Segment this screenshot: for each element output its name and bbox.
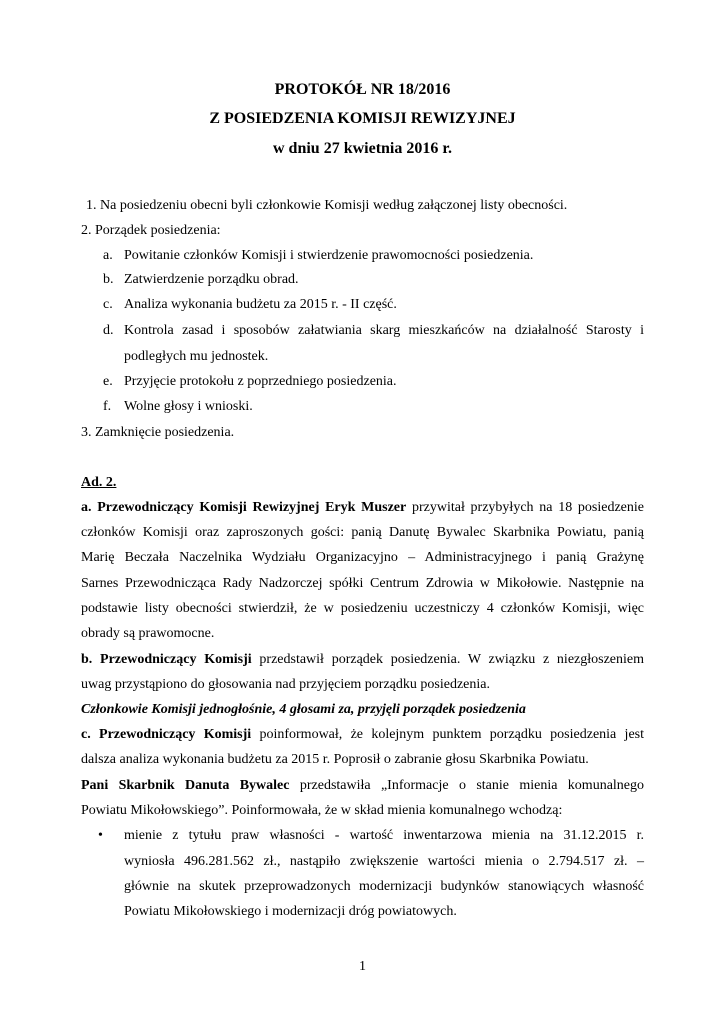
paragraph-b-line	[81, 651, 644, 669]
protocol-date: w dniu 27 kwietnia 2016 r.	[273, 140, 452, 157]
paragraph-d-speaker: Pani Skarbnik Danuta Bywalec	[81, 778, 290, 793]
bullet-line: mienie z tytułu praw własności - wartość inwentarzowa mienia na 31.12.2015 r.	[124, 828, 644, 843]
agenda-sub-text: Wolne głosy i wnioski.	[124, 399, 253, 414]
protocol-title: PROTOKÓŁ NR 18/2016	[274, 81, 451, 98]
agenda-item-3: 3. Zamknięcie posiedzenia.	[81, 425, 235, 440]
agenda-item-1: 1. Na posiedzeniu obecni byli członkowie Komisji według załączonej listy obecności.	[86, 198, 568, 213]
paragraph-c-text: poinformował, że kolejnym punktem porządku posiedzenia jest	[251, 727, 644, 742]
agenda-sub-marker: a.	[103, 248, 113, 263]
paragraph-d-text: przedstawiła „Informacje o stanie mienia komunalnego	[289, 778, 645, 793]
agenda-item-2: 2. Porządek posiedzenia:	[81, 223, 221, 238]
bullet-line: Powiatu Mikołowskiego i modernizacji dróg powiatowych.	[124, 904, 457, 919]
section-heading-ad2: Ad. 2.	[81, 475, 117, 490]
paragraph-a-line: Sarnes Przewodnicząca Rady Nadzorczej spółki Centrum Zdrowia w Mikołowie. Następnie na	[81, 576, 644, 591]
agenda-sub-marker: c.	[103, 297, 113, 312]
paragraph-d-line: Powiatu Mikołowskiego”. Poinformowała, że w skład mienia komunalnego wchodzą:	[81, 803, 563, 818]
agenda-sub-text: Powitanie członków Komisji i stwierdzenie prawomocności posiedzenia.	[124, 248, 534, 263]
agenda-sub-text: Zatwierdzenie porządku obrad.	[124, 272, 299, 287]
paragraph-b-line: uwag przystąpiono do głosowania nad przyjęciem porządku posiedzenia.	[81, 677, 490, 692]
protocol-subtitle: Z POSIEDZENIA KOMISJI REWIZYJNEJ	[209, 110, 516, 127]
agenda-sub-marker: e.	[103, 374, 113, 389]
agenda-sub-marker: b.	[103, 272, 114, 287]
paragraph-a-speaker: a. Przewodniczący Komisji Rewizyjnej Eryk Muszer	[81, 500, 407, 515]
paragraph-a-line: podstawie listy obecności stwierdził, że w posiedzeniu uczestniczy 4 członków Komisji, więc	[81, 601, 644, 616]
paragraph-c-line: dalsza analiza wykonania budżetu za 2015 r. Poprosił o zabranie głosu Skarbnika Powiatu.	[81, 752, 589, 767]
bullet-dot-icon: •	[98, 828, 103, 843]
paragraph-b-speaker: b. Przewodniczący Komisji	[81, 652, 252, 667]
page-number: 1	[359, 959, 366, 974]
bullet-line: głównie na skutek przeprowadzonych modernizacji budynków stanowiących własność	[124, 879, 644, 894]
agenda-sub-text: Kontrola zasad i sposobów załatwiania skarg mieszkańców na działalność Starosty i	[124, 323, 644, 338]
paragraph-a-line	[81, 499, 644, 517]
agenda-sub-marker: f.	[103, 399, 112, 414]
paragraph-a-line: obrady są prawomocne.	[81, 626, 215, 641]
vote-result: Członkowie Komisji jednogłośnie, 4 głosami za, przyjęli porządek posiedzenia	[81, 702, 526, 717]
paragraph-c-speaker: c. Przewodniczący Komisji	[81, 727, 252, 742]
paragraph-d-line	[81, 777, 644, 795]
paragraph-b-text: przedstawił porządek posiedzenia. W związku z niezgłoszeniem	[251, 652, 645, 667]
paragraph-a-text: przywitał przybyłych na 18 posiedzenie	[406, 500, 644, 515]
paragraph-a-line: Marię Beczała Naczelnika Wydziału Organizacyjno – Administracyjnego i panią Grażynę	[81, 550, 644, 565]
paragraph-c-line	[81, 726, 644, 744]
bullet-line: wyniosła 496.281.562 zł., nastąpiło zwiększenie wartości mienia o 2.794.517 zł. –	[124, 854, 644, 869]
agenda-sub-text: Analiza wykonania budżetu za 2015 r. - II część.	[124, 297, 397, 312]
agenda-sub-marker: d.	[103, 323, 114, 338]
agenda-sub-text-continued: podległych mu jednostek.	[124, 349, 269, 364]
paragraph-a-line: członków Komisji oraz zaproszonych gości: panią Danutę Bywalec Skarbnika Powiatu, panią	[81, 525, 644, 540]
agenda-sub-text: Przyjęcie protokołu z poprzedniego posiedzenia.	[124, 374, 397, 389]
